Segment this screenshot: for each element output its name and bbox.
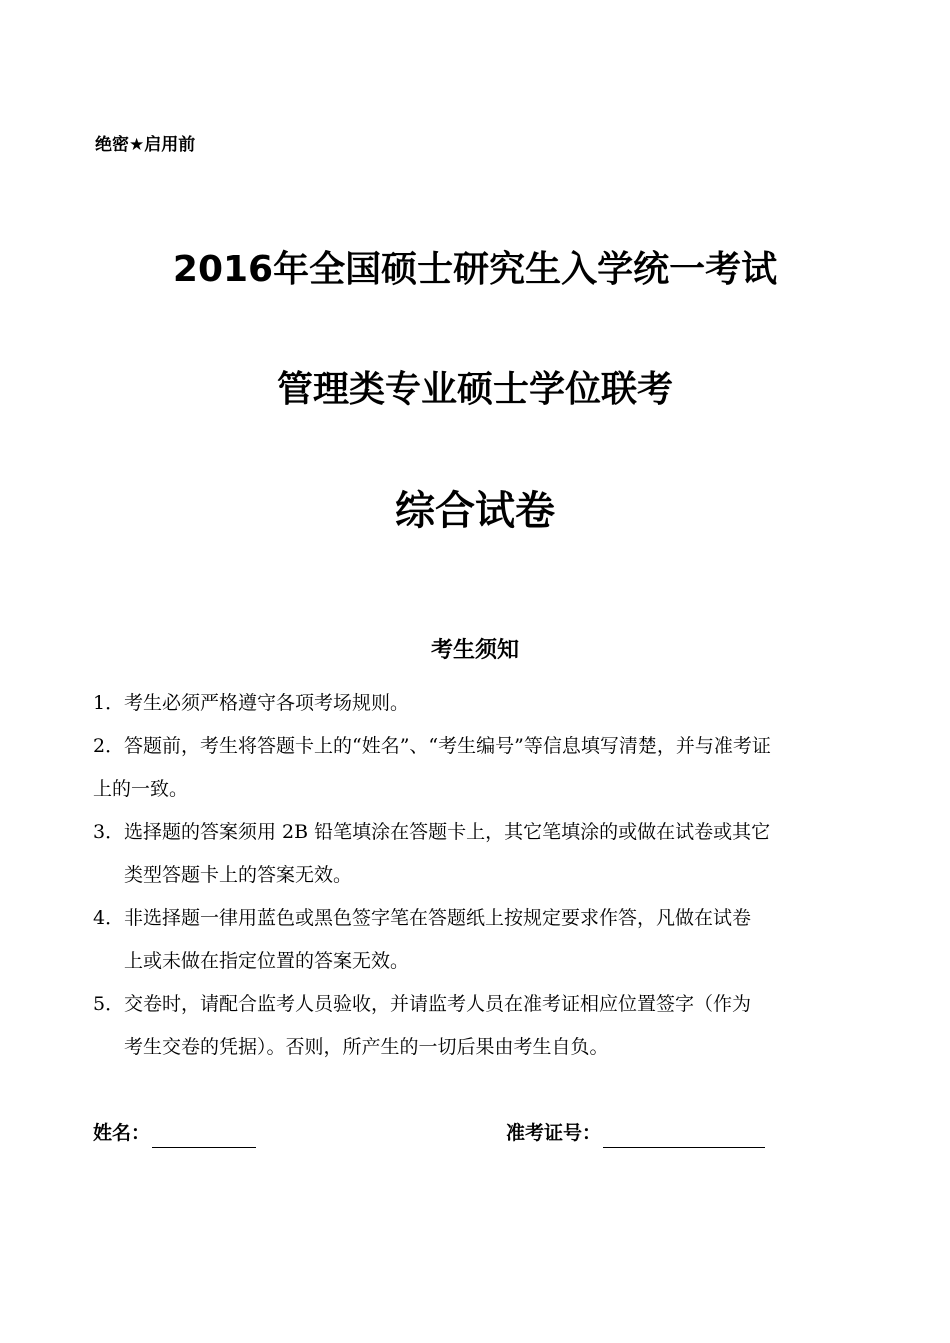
name-label: 姓名：	[93, 1122, 151, 1144]
rule-item	[93, 682, 859, 725]
secret-label: 绝密★启用前	[95, 135, 196, 155]
rule-text: 选择题的答案须用 2B 铅笔填涂在答题卡上，其它笔填涂的或做在试卷或其它	[124, 821, 771, 843]
notice-heading: 考生须知	[430, 638, 519, 663]
name-blank[interactable]	[152, 1125, 256, 1148]
rule-number: 3．	[93, 821, 125, 843]
notice-rules	[93, 682, 859, 1069]
admission-number-field	[506, 1118, 765, 1148]
rule-text: 非选择题一律用蓝色或黑色签字笔在答题纸上按规定要求作答，凡做在试卷	[124, 907, 752, 929]
name-field	[93, 1118, 256, 1148]
rule-number: 2．	[93, 735, 125, 757]
exam-subtitle: 管理类专业硕士学位联考	[276, 369, 673, 410]
paper-name: 综合试卷	[395, 488, 555, 534]
admission-number-blank[interactable]	[603, 1125, 765, 1148]
admission-number-label: 准考证号：	[506, 1122, 602, 1144]
exam-title: 2016年全国硕士研究生入学统一考试	[172, 249, 778, 290]
rule-text-continuation: 上或未做在指定位置的答案无效。	[124, 950, 410, 972]
rule-item	[93, 983, 859, 1069]
rule-text-continuation: 上的一致。	[93, 778, 189, 800]
rule-item	[93, 897, 859, 983]
rule-text: 考生必须严格遵守各项考场规则。	[124, 692, 410, 714]
rule-text-continuation: 类型答题卡上的答案无效。	[124, 864, 353, 886]
rule-number: 4．	[93, 907, 125, 929]
rule-item	[93, 811, 859, 897]
rule-item	[93, 725, 859, 811]
rule-number: 5．	[93, 993, 125, 1015]
rule-text: 交卷时，请配合监考人员验收，并请监考人员在准考证相应位置签字（作为	[124, 993, 752, 1015]
rule-text-continuation: 考生交卷的凭据）。否则，所产生的一切后果由考生自负。	[124, 1036, 609, 1058]
rule-number: 1．	[93, 692, 125, 714]
rule-text: 答题前，考生将答题卡上的“姓名”、“考生编号”等信息填写清楚，并与准考证	[124, 735, 771, 757]
